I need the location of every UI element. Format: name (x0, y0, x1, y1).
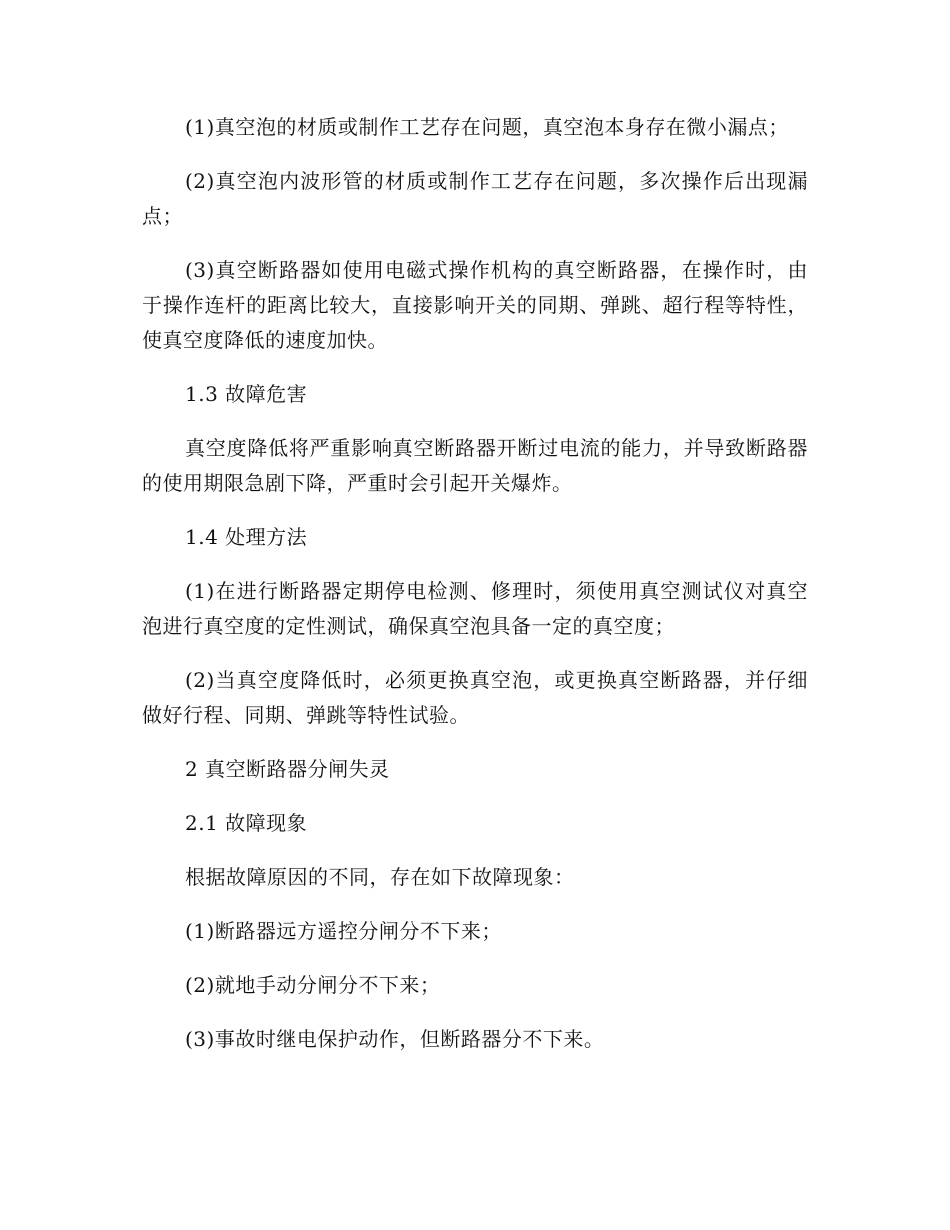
paragraph-phenomena-intro: 根据故障原因的不同，存在如下故障现象： (185, 865, 575, 889)
section-heading-2: 2 真空断路器分闸失灵 (185, 757, 390, 781)
paragraph-method-2: (2)当真空度降低时，必须更换真空泡，或更换真空断路器，并仔细做好行程、同期、弹跳等特性试验。 (142, 668, 808, 727)
section-heading-1-3: 1.3 故障危害 (185, 382, 308, 406)
paragraph-cause-1: (1)真空泡的材质或制作工艺存在问题，真空泡本身存在微小漏点； (185, 115, 789, 139)
section-heading-1-4: 1.4 处理方法 (185, 525, 308, 549)
paragraph-phenomenon-3: (3)事故时继电保护动作，但断路器分不下来。 (185, 1027, 605, 1051)
paragraph-phenomenon-2: (2)就地手动分闸分不下来； (185, 973, 441, 997)
section-heading-2-1: 2.1 故障现象 (185, 811, 308, 835)
paragraph-cause-3: (3)真空断路器如使用电磁式操作机构的真空断路器，在操作时，由于操作连杆的距离比较大，直接影响开关的同期、弹跳、超行程等特性，使真空度降低的速度加快。 (142, 258, 808, 352)
document-body (142, 110, 808, 1076)
paragraph-cause-2: (2)真空泡内波形管的材质或制作工艺存在问题，多次操作后出现漏点； (142, 169, 808, 228)
paragraph-hazard: 真空度降低将严重影响真空断路器开断过电流的能力，并导致断路器的使用期限急剧下降，严重时会引起开关爆炸。 (142, 436, 808, 495)
paragraph-method-1: (1)在进行断路器定期停电检测、修理时，须使用真空测试仪对真空泡进行真空度的定性测试，确保真空泡具备一定的真空度； (142, 579, 808, 638)
paragraph-phenomenon-1: (1)断路器远方遥控分闸分不下来； (185, 919, 502, 943)
